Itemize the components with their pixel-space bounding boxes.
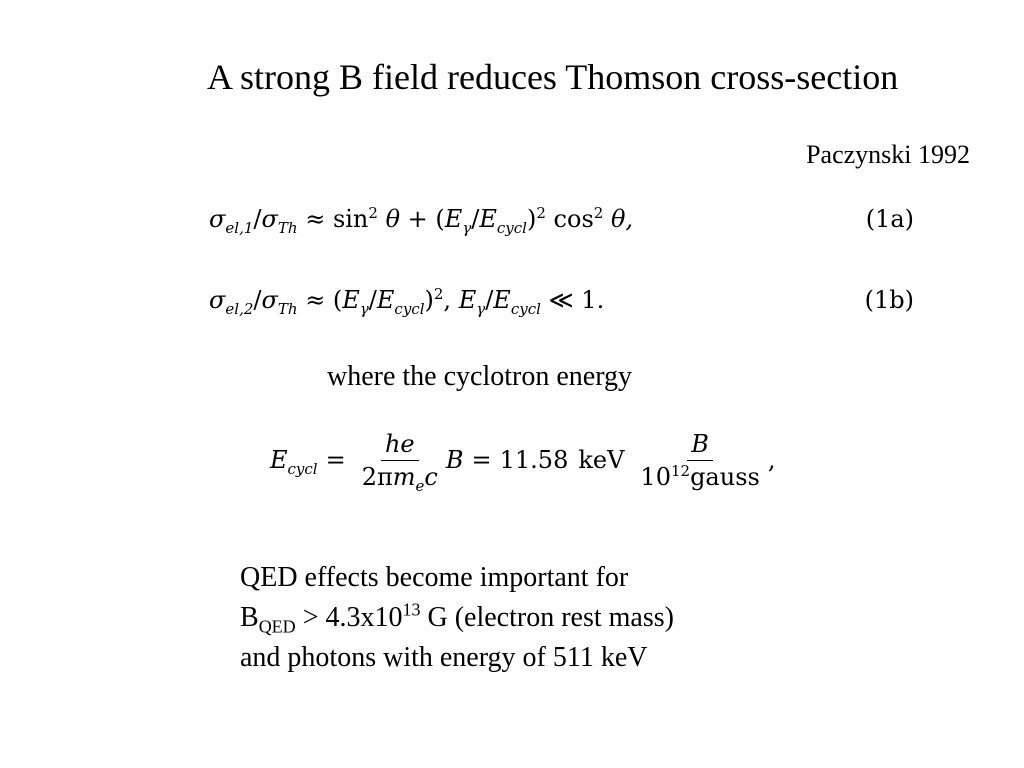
equation-1a	[209, 201, 914, 245]
equation-caption: where the cyclotron energy	[327, 361, 633, 392]
equation-1b-number: (1b)	[864, 286, 914, 314]
cyclotron-energy-equation: $E_{cycl}$ = $\frac{he}{2\pi m_ec}$ B = 11.58 keV $\frac{B}{10^{12}gauss}$ ,	[270, 429, 776, 495]
equation-1b-formula: $\sigma_{el,2}/\sigma_{Th} \approx (E_\gamma/E_{cycl})^2$, $E_\gamma/E_{cycl}$ ≪ 1.	[209, 285, 605, 318]
qed-note	[240, 558, 674, 678]
equation-1a-number: (1a)	[865, 205, 914, 233]
fraction-b-over-gauss: $\frac{B}{10^{12}gauss}$	[640, 429, 760, 491]
citation: Paczynski 1992	[806, 140, 970, 169]
slide-title: A strong B field reduces Thomson cross-section	[207, 57, 899, 97]
qed-note-line-1: QED effects become important for	[240, 562, 629, 593]
equation-1a-formula: $\sigma_{el,1}/\sigma_{Th} \approx \sin^2 \theta + (E_\gamma/E_{cycl})^2$ $\cos^2 \theta$,	[209, 204, 634, 237]
fraction-he-over-2pi-me-c: $\frac{he}{2\pi m_ec}$	[361, 429, 438, 495]
equation-1b	[209, 282, 914, 326]
qed-note-line-2: $B_{QED} > 4.3x10^{13}$ G (electron rest mass)	[240, 599, 674, 637]
qed-note-line-3: and photons with energy of 511 keV	[240, 642, 648, 673]
